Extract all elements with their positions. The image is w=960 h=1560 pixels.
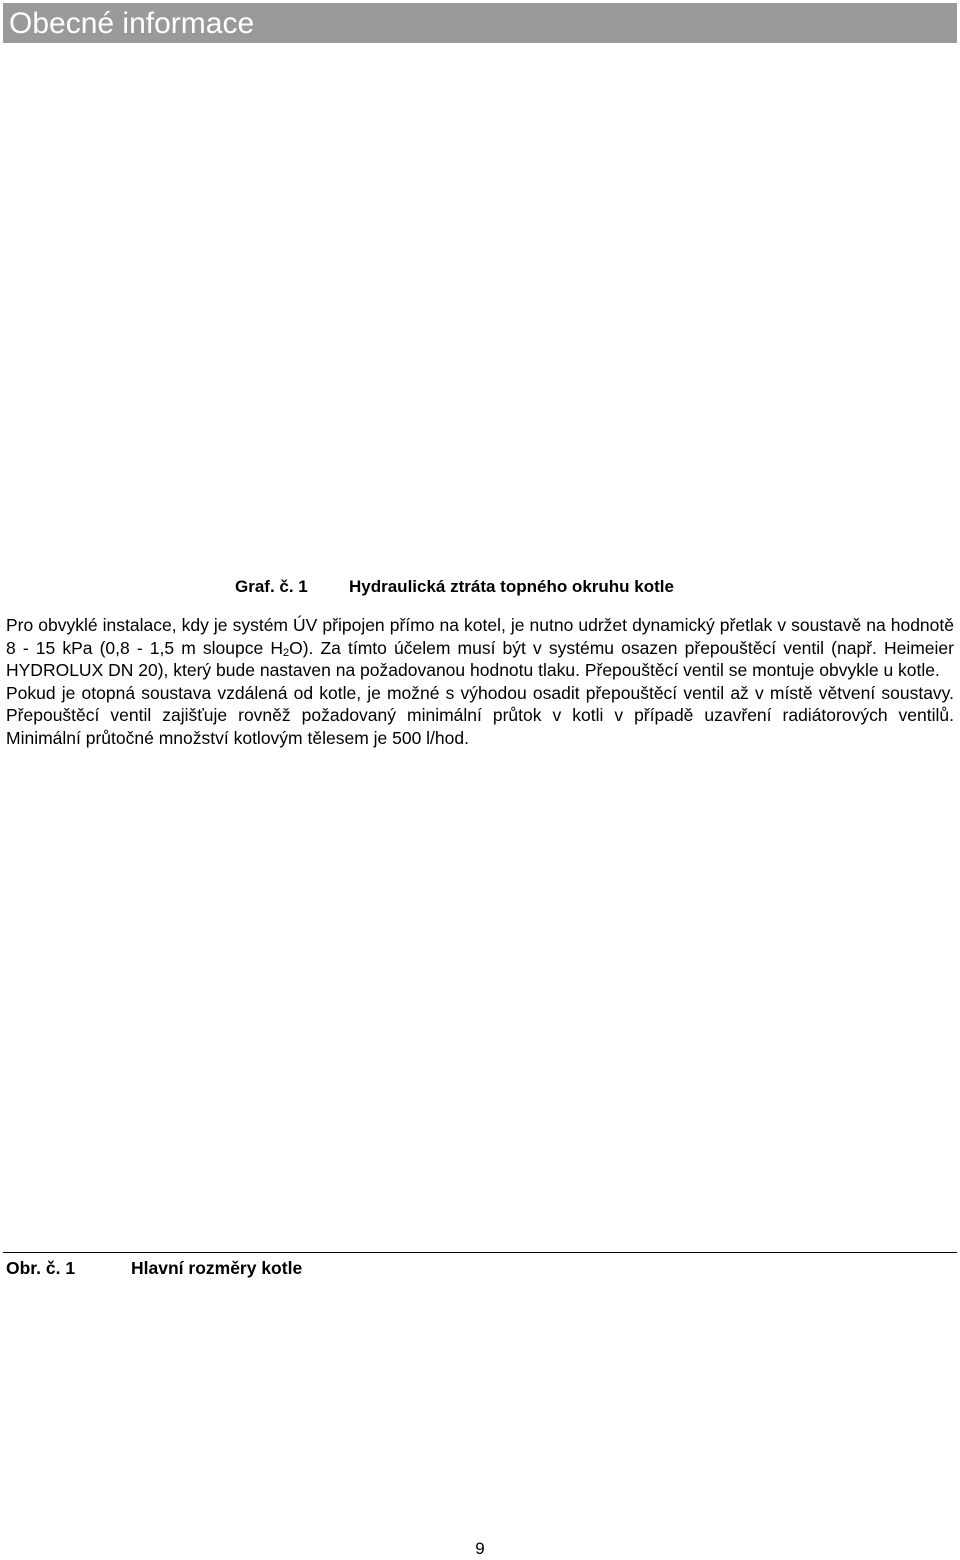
body-text: [6, 614, 954, 749]
figure-title: Hlavní rozměry kotle: [131, 1258, 303, 1278]
section-header: [3, 3, 957, 43]
paragraph-text-part-b: O). Za tímto účelem musí být v systému osazen přepouštěcí ventil (např. Heimeier HYDROLUX DN 20), který bude nastaven na požadovanou hodnotu tlaku. Přepouštěcí ventil se montuje obvykle u kotle.: [6, 637, 954, 680]
figure-number: Obr. č. 1: [6, 1258, 76, 1278]
subscript-2: 2: [282, 646, 290, 659]
paragraph-branching: Pokud je otopná soustava vzdálená od kotle, je možné s výhodou osadit přepouštěcí ventil až v místě větvení soustavy. Přepouštěcí ventil zajišťuje rovněž požadovaný minimální průtok v kotli v případě uzavření radiátorových ventilů. Minimální průtočné množství kotlovým tělesem je 500 l/hod.: [6, 682, 954, 748]
paragraph-bypass-valve: [6, 614, 954, 682]
graph-title: Hydraulická ztráta topného okruhu kotle: [349, 577, 674, 596]
divider-line: [3, 1252, 957, 1253]
page-number: 9: [475, 1539, 485, 1558]
graph-number: Graf. č. 1: [235, 577, 308, 596]
section-title: Obecné informace: [9, 7, 255, 40]
paragraph-text-part-a: Pro obvyklé instalace, kdy je systém ÚV připojen přímo na kotel, je nutno udržet dynamický přetlak v soustavě na hodnotě 8 - 15 kPa (0,8 - 1,5 m sloupce H: [6, 615, 954, 658]
